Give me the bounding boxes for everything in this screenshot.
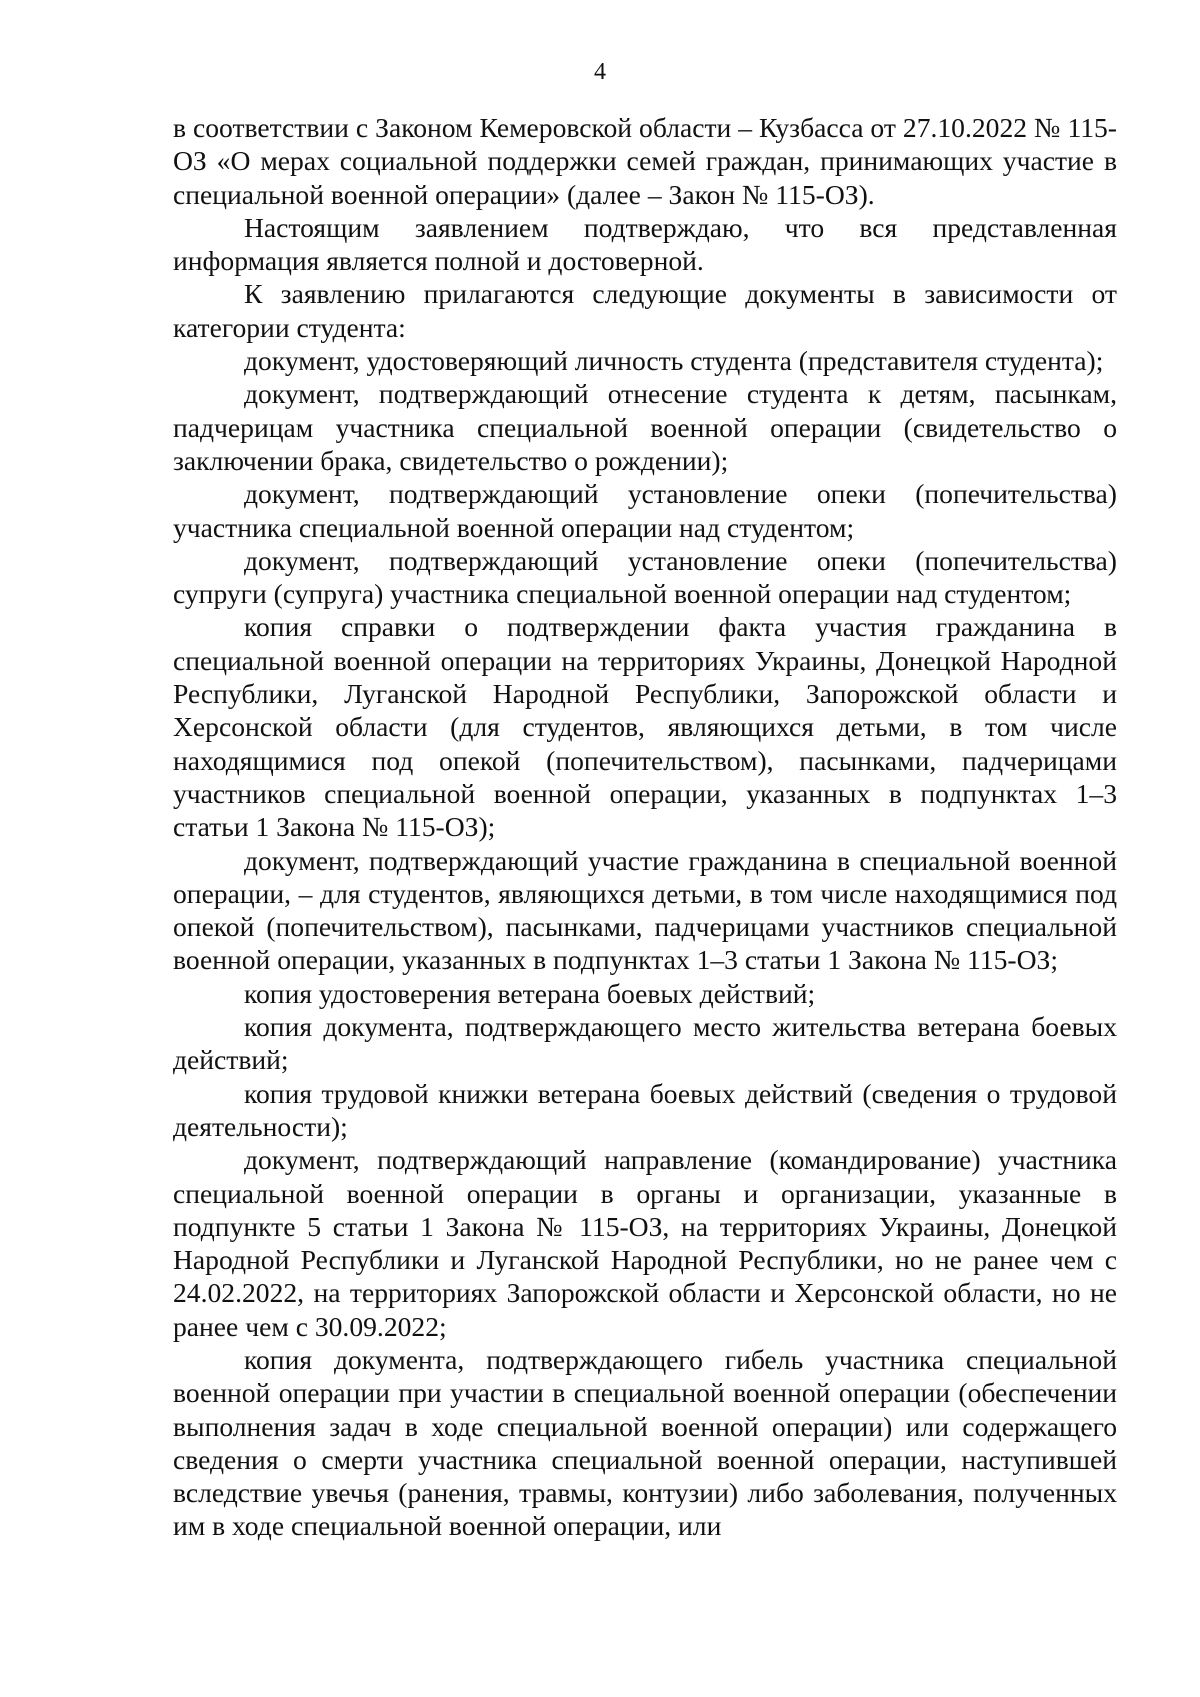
list-item-secondment-document: документ, подтверждающий направление (командирование) участника специальной военной операции в органы и организации, указанные в подпункте 5 статьи 1 Закона № 115-ОЗ, на территориях Украины, Донецкой Народной Республики и Луганской Народной Республики, но не ранее чем с 24.02.2022, на территориях Запорожской области и Херсонской области, но не ранее чем с 30.09.2022; — [173, 1144, 1117, 1342]
list-item-veteran-employment-record: копия трудовой книжки ветерана боевых действий (сведения о трудовой деятельности); — [173, 1077, 1117, 1142]
list-item-participation-certificate-copy: копия справки о подтверждении факта участия гражданина в специальной военной операции на территориях Украины, Донецкой Народной Республики, Луганской Народной Республики, Запорожской области и Херсонской области (для студентов, являющихся детьми, в том числе находящимися под опекой (попечительством), пасынками, падчерицами участников специальной военной операции, указанных в подпунктах 1–3 статьи 1 Закона № 115-ОЗ); — [173, 611, 1117, 843]
list-item-kinship-document: документ, подтверждающий отнесение студента к детям, пасынкам, падчерицам участника специальной военной операции (свидетельство о заключении брака, свидетельство о рождении); — [173, 378, 1117, 476]
document-body — [173, 111, 1117, 1543]
list-item-veteran-certificate: копия удостоверения ветерана боевых действий; — [244, 977, 816, 1009]
list-item-identity-document: документ, удостоверяющий личность студента (представителя студента); — [244, 345, 1104, 377]
list-item-guardianship-spouse: документ, подтверждающий установление опеки (попечительства) супруги (супруга) участника специальной военной операции над студентом; — [173, 544, 1117, 610]
paragraph-law-reference: в соответствии с Законом Кемеровской области – Кузбасса от 27.10.2022 № 115-ОЗ «О мерах социальной поддержки семей граждан, принимающих участие в специальной военной операции» (далее – Закон № 115-ОЗ). — [173, 112, 1117, 210]
list-item-death-document: копия документа, подтверждающего гибель участника специальной военной операции при участии в специальной военной операции (обеспечении выполнения задач в ходе специальной военной операции) или содержащего сведения о смерти участника специальной военной операции, наступившей вследствие увечья (ранения, травмы, контузии) либо заболевания, полученных им в ходе специальной военной операции, или — [173, 1343, 1117, 1542]
paragraph-confirmation: Настоящим заявлением подтверждаю, что вся представленная информация является полной и достоверной. — [173, 211, 1117, 277]
list-item-participation-document: документ, подтверждающий участие гражданина в специальной военной операции, – для студентов, являющихся детьми, в том числе находящимися под опекой (попечительством), пасынками, падчерицами участников специальной военной операции, указанных в подпунктах 1–3 статьи 1 Закона № 115-ОЗ; — [173, 844, 1117, 976]
page-number: 4 — [594, 59, 606, 85]
list-item-veteran-residence: копия документа, подтверждающего место жительства ветерана боевых действий; — [173, 1011, 1117, 1076]
paragraph-attachments-intro: К заявлению прилагаются следующие документы в зависимости от категории студента: — [173, 278, 1117, 343]
list-item-guardianship-participant: документ, подтверждающий установление опеки (попечительства) участника специальной военной операции над студентом; — [173, 478, 1117, 543]
